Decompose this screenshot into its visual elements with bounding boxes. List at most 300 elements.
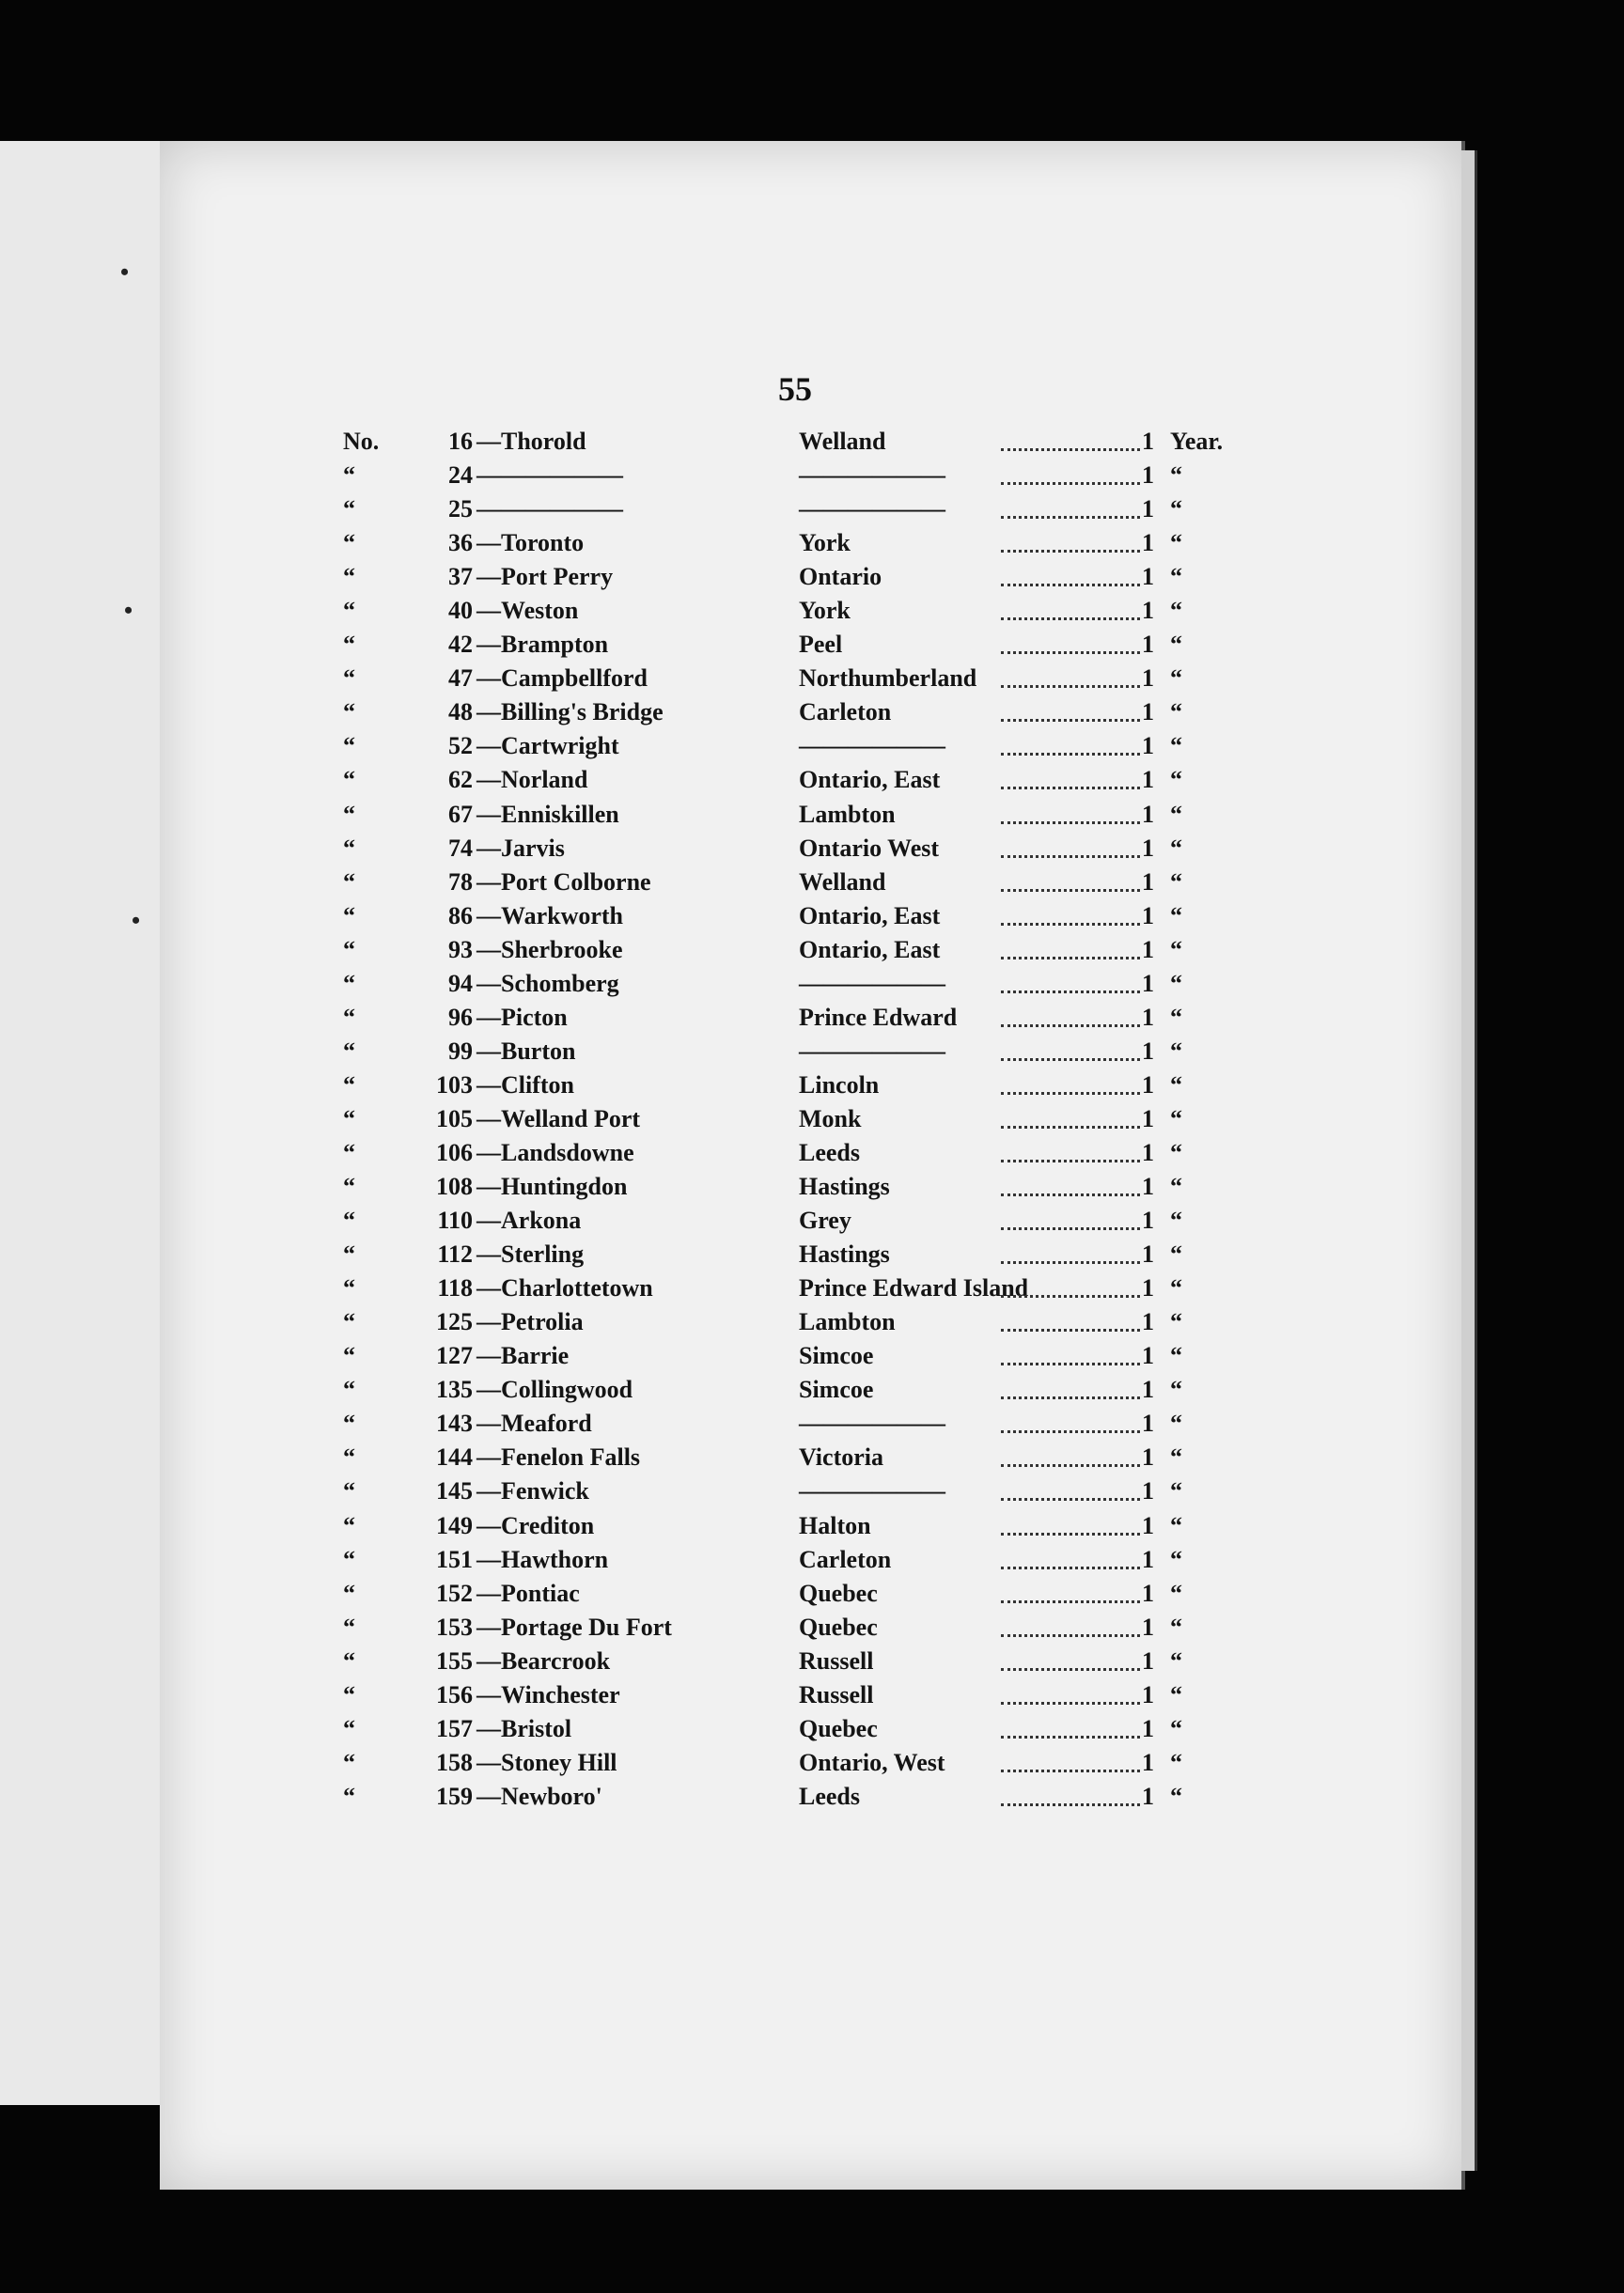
page-number: 55 [778,370,812,408]
leader-dots [1001,1058,1140,1061]
place-name: —————— [476,461,623,490]
division-number: 48 [448,698,473,726]
quantity: 1 [1142,732,1154,760]
division-number: 155 [436,1646,473,1675]
county-name: —————— [799,732,945,760]
quantity: 1 [1142,1782,1154,1810]
division-number: 151 [436,1545,473,1573]
place-name: —Weston [476,597,579,625]
row-prefix: “ [343,1070,355,1099]
division-number: 36 [448,529,473,557]
leader-dots [1001,1126,1140,1129]
place-name: —Bearcrook [476,1646,611,1675]
division-number: 153 [436,1613,473,1641]
place-name: —Sherbrooke [476,935,623,963]
listing-row [343,698,1245,732]
county-name: Lambton [799,1308,896,1336]
listing-row [343,970,1245,1004]
row-prefix: “ [343,597,355,625]
quantity: 1 [1142,1579,1154,1607]
term: “ [1170,1342,1182,1370]
leader-dots [1001,584,1140,586]
quantity: 1 [1142,867,1154,896]
leader-dots [1001,787,1140,789]
term: “ [1170,1207,1182,1235]
division-number: 112 [437,1240,473,1269]
county-name: Hastings [799,1173,890,1201]
term: “ [1170,935,1182,963]
division-number: 143 [436,1410,473,1438]
place-name: —————— [476,495,623,523]
term: “ [1170,529,1182,557]
quantity: 1 [1142,428,1154,455]
division-number: 145 [436,1477,473,1505]
place-name: —Toronto [476,529,585,557]
division-number: 144 [436,1443,473,1472]
quantity: 1 [1142,1410,1154,1438]
row-prefix: “ [343,1545,355,1573]
listing-row [343,1071,1245,1105]
leader-dots [1001,889,1140,892]
county-name: Halton [799,1511,871,1539]
division-number: 94 [448,969,473,997]
row-prefix: “ [343,1342,355,1370]
quantity: 1 [1142,1748,1154,1776]
county-name: Peel [799,631,843,659]
leader-dots [1001,1295,1140,1298]
term: “ [1170,732,1182,760]
listing-row [343,801,1245,835]
ink-speck: • [120,258,130,286]
term: “ [1170,800,1182,828]
county-name: Ontario [799,563,882,591]
place-name: —Brampton [476,631,609,659]
leader-dots [1001,1668,1140,1671]
row-prefix: “ [343,1274,355,1302]
county-name: Welland [799,428,886,455]
leader-dots [1001,550,1140,553]
row-prefix: “ [343,1680,355,1708]
term: “ [1170,1003,1182,1031]
division-listing [343,428,1245,1817]
division-number: 103 [436,1070,473,1099]
row-prefix: “ [343,1511,355,1539]
place-name: —Huntingdon [476,1173,628,1201]
listing-row [343,1647,1245,1681]
place-name: —Arkona [476,1207,582,1235]
term: “ [1170,1104,1182,1132]
county-name: Lincoln [799,1070,880,1099]
county-name: Ontario, East [799,766,941,794]
term: “ [1170,1613,1182,1641]
division-number: 157 [436,1714,473,1742]
row-prefix: “ [343,1613,355,1641]
county-name: Leeds [799,1138,860,1166]
place-name: —Newboro' [476,1782,602,1810]
county-name: Carleton [799,1545,892,1573]
division-number: 16 [448,428,473,455]
listing-row [343,1512,1245,1546]
row-prefix: “ [343,1037,355,1065]
division-number: 37 [448,563,473,591]
term: “ [1170,1376,1182,1404]
leader-dots [1001,1533,1140,1536]
listing-row [343,563,1245,597]
quantity: 1 [1142,1037,1154,1065]
row-prefix: “ [343,867,355,896]
leader-dots [1001,1702,1140,1705]
term: “ [1170,495,1182,523]
quantity: 1 [1142,1511,1154,1539]
county-name: Welland [799,867,886,896]
quantity: 1 [1142,766,1154,794]
county-name: Russell [799,1646,874,1675]
place-name: —Clifton [476,1070,574,1099]
term: “ [1170,1070,1182,1099]
quantity: 1 [1142,1274,1154,1302]
county-name: Ontario, East [799,935,941,963]
listing-row [343,664,1245,698]
row-prefix: “ [343,1003,355,1031]
leader-dots [1001,617,1140,620]
term: “ [1170,1308,1182,1336]
division-number: 118 [437,1274,473,1302]
division-number: 24 [448,461,473,490]
county-name: Quebec [799,1714,878,1742]
term: “ [1170,461,1182,490]
county-name: Grey [799,1207,851,1235]
place-name: —Pontiac [476,1579,580,1607]
division-number: 52 [448,732,473,760]
leader-dots [1001,448,1140,451]
term: “ [1170,1545,1182,1573]
listing-row [343,835,1245,868]
division-number: 127 [436,1342,473,1370]
term: “ [1170,1138,1182,1166]
row-prefix: “ [343,1410,355,1438]
quantity: 1 [1142,969,1154,997]
county-name: Hastings [799,1240,890,1269]
division-number: 149 [436,1511,473,1539]
listing-row [343,1240,1245,1274]
row-prefix: No. [343,428,380,455]
listing-row [343,1614,1245,1647]
leader-dots [1001,1396,1140,1399]
division-number: 125 [436,1308,473,1336]
leader-dots [1001,1227,1140,1230]
place-name: —Crediton [476,1511,595,1539]
listing-row [343,495,1245,529]
quantity: 1 [1142,1173,1154,1201]
listing-row [343,597,1245,631]
ink-speck: • [124,597,133,624]
division-number: 110 [437,1207,473,1235]
division-number: 96 [448,1003,473,1031]
place-name: —Petrolia [476,1308,584,1336]
term: “ [1170,1511,1182,1539]
place-name: —Hawthorn [476,1545,609,1573]
quantity: 1 [1142,495,1154,523]
listing-row [343,1410,1245,1443]
quantity: 1 [1142,1646,1154,1675]
leader-dots [1001,1193,1140,1196]
place-name: —Picton [476,1003,568,1031]
quantity: 1 [1142,1003,1154,1031]
place-name: —Billing's Bridge [476,698,664,726]
leader-dots [1001,719,1140,722]
quantity: 1 [1142,698,1154,726]
quantity: 1 [1142,563,1154,591]
place-name: —Port Perry [476,563,614,591]
quantity: 1 [1142,1240,1154,1269]
term: “ [1170,969,1182,997]
row-prefix: “ [343,631,355,659]
place-name: —Winchester [476,1680,620,1708]
division-number: 67 [448,800,473,828]
row-prefix: “ [343,1173,355,1201]
place-name: —Sterling [476,1240,585,1269]
row-prefix: “ [343,901,355,929]
row-prefix: “ [343,1240,355,1269]
county-name: —————— [799,461,945,490]
county-name: Simcoe [799,1376,874,1404]
listing-row [343,1173,1245,1207]
term: “ [1170,631,1182,659]
division-number: 78 [448,867,473,896]
place-name: —Port Colborne [476,867,651,896]
term: “ [1170,1240,1182,1269]
facing-page-edge [0,141,163,2105]
row-prefix: “ [343,1748,355,1776]
term: “ [1170,698,1182,726]
row-prefix: “ [343,1714,355,1742]
listing-row [343,1681,1245,1715]
row-prefix: “ [343,1646,355,1675]
county-name: Monk [799,1104,862,1132]
row-prefix: “ [343,1443,355,1472]
leader-dots [1001,1770,1140,1772]
division-number: 158 [436,1748,473,1776]
row-prefix: “ [343,529,355,557]
row-prefix: “ [343,969,355,997]
leader-dots [1001,1160,1140,1162]
county-name: —————— [799,1477,945,1505]
division-number: 74 [448,834,473,862]
place-name: —Landsdowne [476,1138,634,1166]
ink-speck: • [132,907,141,934]
leader-dots [1001,1600,1140,1603]
listing-row [343,1105,1245,1139]
county-name: —————— [799,1410,945,1438]
quantity: 1 [1142,901,1154,929]
place-name: —Stoney Hill [476,1748,617,1776]
county-name: Prince Edward [799,1003,958,1031]
leader-dots [1001,1803,1140,1806]
row-prefix: “ [343,495,355,523]
county-name: Ontario West [799,834,940,862]
place-name: —Barrie [476,1342,570,1370]
listing-row [343,1342,1245,1376]
leader-dots [1001,855,1140,858]
listing-row [343,461,1245,495]
row-prefix: “ [343,1376,355,1404]
leader-dots [1001,1736,1140,1739]
term: “ [1170,664,1182,693]
quantity: 1 [1142,664,1154,693]
quantity: 1 [1142,800,1154,828]
quantity: 1 [1142,1342,1154,1370]
row-prefix: “ [343,800,355,828]
place-name: —Campbellford [476,664,648,693]
term: “ [1170,563,1182,591]
quantity: 1 [1142,1138,1154,1166]
county-name: Ontario, West [799,1748,945,1776]
place-name: —Enniskillen [476,800,619,828]
row-prefix: “ [343,1477,355,1505]
leader-dots [1001,1634,1140,1637]
division-number: 47 [448,664,473,693]
county-name: Simcoe [799,1342,874,1370]
quantity: 1 [1142,631,1154,659]
row-prefix: “ [343,563,355,591]
term: “ [1170,834,1182,862]
county-name: —————— [799,969,945,997]
place-name: —Meaford [476,1410,592,1438]
listing-row [343,1715,1245,1749]
quantity: 1 [1142,1443,1154,1472]
term: “ [1170,1173,1182,1201]
listing-row [343,1783,1245,1817]
term: “ [1170,1477,1182,1505]
listing-row [343,631,1245,664]
listing-row [343,1004,1245,1037]
listing-row [343,936,1245,970]
county-name: Ontario, East [799,901,941,929]
quantity: 1 [1142,1613,1154,1641]
place-name: —Cartwright [476,732,619,760]
county-name: Prince Edward Island [799,1274,1029,1302]
term: “ [1170,901,1182,929]
term: “ [1170,1579,1182,1607]
listing-row [343,1308,1245,1342]
row-prefix: “ [343,1579,355,1607]
division-number: 40 [448,597,473,625]
place-name: —Collingwood [476,1376,633,1404]
county-name: Russell [799,1680,874,1708]
listing-row [343,1580,1245,1614]
leader-dots [1001,753,1140,756]
term: “ [1170,1443,1182,1472]
division-number: 156 [436,1680,473,1708]
quantity: 1 [1142,1714,1154,1742]
leader-dots [1001,923,1140,926]
place-name: —Warkworth [476,901,623,929]
quantity: 1 [1142,1070,1154,1099]
row-prefix: “ [343,1782,355,1810]
leader-dots [1001,1092,1140,1095]
term: “ [1170,1680,1182,1708]
leader-dots [1001,1567,1140,1569]
county-name: Northumberland [799,664,977,693]
quantity: 1 [1142,529,1154,557]
term: “ [1170,1782,1182,1810]
quantity: 1 [1142,935,1154,963]
leader-dots [1001,1363,1140,1365]
listing-row [343,1749,1245,1783]
term: “ [1170,1714,1182,1742]
listing-row [343,428,1245,461]
place-name: —Thorold [476,428,586,455]
term: “ [1170,1646,1182,1675]
county-name: —————— [799,495,945,523]
leader-dots [1001,1261,1140,1264]
division-number: 135 [436,1376,473,1404]
division-number: 152 [436,1579,473,1607]
place-name: —Schomberg [476,969,619,997]
listing-row [343,1443,1245,1477]
county-name: —————— [799,1037,945,1065]
term: “ [1170,1274,1182,1302]
listing-row [343,902,1245,936]
leader-dots [1001,1329,1140,1332]
county-name: Quebec [799,1613,878,1641]
listing-row [343,868,1245,902]
listing-row [343,1037,1245,1071]
division-number: 86 [448,901,473,929]
leader-dots [1001,1024,1140,1027]
row-prefix: “ [343,1308,355,1336]
county-name: Leeds [799,1782,860,1810]
leader-dots [1001,482,1140,485]
county-name: York [799,597,851,625]
division-number: 62 [448,766,473,794]
quantity: 1 [1142,597,1154,625]
row-prefix: “ [343,935,355,963]
place-name: —Norland [476,766,588,794]
quantity: 1 [1142,1207,1154,1235]
leader-dots [1001,821,1140,824]
place-name: —Fenwick [476,1477,589,1505]
leader-dots [1001,1430,1140,1433]
row-prefix: “ [343,1138,355,1166]
row-prefix: “ [343,698,355,726]
row-prefix: “ [343,834,355,862]
county-name: Carleton [799,698,892,726]
listing-row [343,1477,1245,1511]
term: “ [1170,1748,1182,1776]
term: “ [1170,1037,1182,1065]
term: “ [1170,766,1182,794]
county-name: York [799,529,851,557]
row-prefix: “ [343,664,355,693]
division-number: 93 [448,935,473,963]
place-name: —Portage Du Fort [476,1613,672,1641]
county-name: Lambton [799,800,896,828]
listing-row [343,766,1245,800]
place-name: —Welland Port [476,1104,641,1132]
division-number: 42 [448,631,473,659]
listing-row [343,529,1245,563]
division-number: 106 [436,1138,473,1166]
quantity: 1 [1142,1545,1154,1573]
listing-row [343,732,1245,766]
leader-dots [1001,516,1140,519]
term: Year. [1170,428,1224,455]
quantity: 1 [1142,1104,1154,1132]
quantity: 1 [1142,1477,1154,1505]
place-name: —Burton [476,1037,576,1065]
leader-dots [1001,651,1140,654]
